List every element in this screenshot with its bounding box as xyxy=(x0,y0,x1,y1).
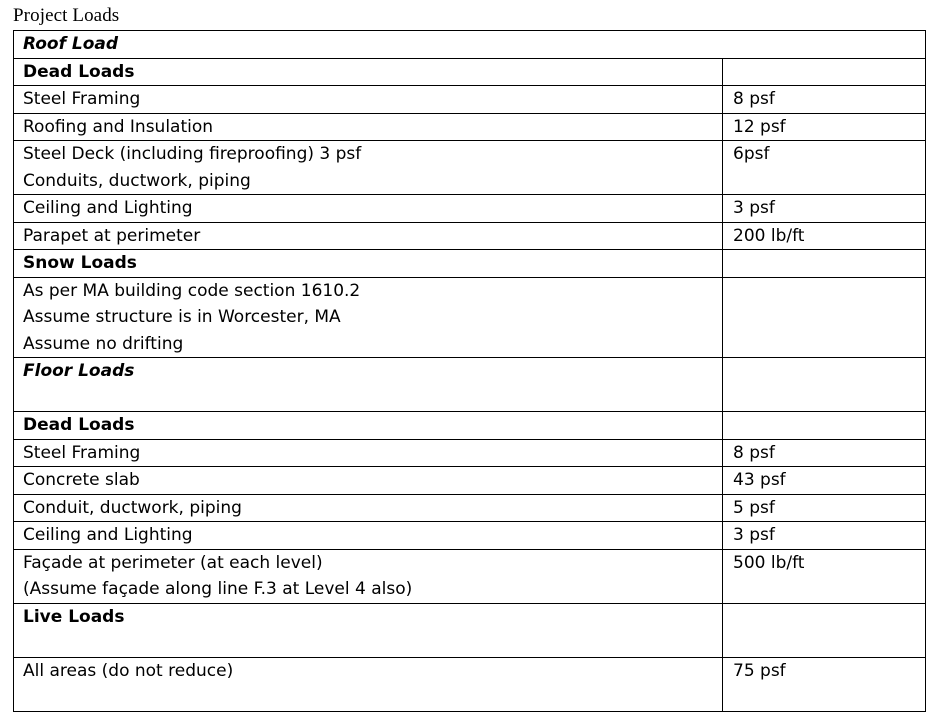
load-label-line: (Assume façade along line F.3 at Level 4 also) xyxy=(23,579,413,599)
table-row xyxy=(14,58,926,86)
load-label: Ceiling and Lighting xyxy=(14,522,723,550)
load-label: All areas (do not reduce) xyxy=(14,657,723,711)
project-loads-table xyxy=(13,30,926,712)
load-label: Steel Framing xyxy=(14,439,723,467)
load-value xyxy=(723,412,926,440)
load-label: Ceiling and Lighting xyxy=(14,195,723,223)
load-value: 3 psf xyxy=(723,195,926,223)
load-value: 6psf xyxy=(723,141,926,195)
load-label: Parapet at perimeter xyxy=(14,222,723,250)
load-value xyxy=(723,250,926,278)
load-value: 3 psf xyxy=(723,522,926,550)
load-value xyxy=(723,603,926,657)
subheading-snow-loads: Snow Loads xyxy=(14,250,723,278)
table-row xyxy=(14,494,926,522)
table-row xyxy=(14,358,926,412)
table-row xyxy=(14,412,926,440)
load-value: 75 psf xyxy=(723,657,926,711)
load-value: 500 lb/ft xyxy=(723,549,926,603)
table-row xyxy=(14,277,926,358)
table-row xyxy=(14,522,926,550)
load-value: 8 psf xyxy=(723,439,926,467)
load-value: 8 psf xyxy=(723,86,926,114)
table-row xyxy=(14,603,926,657)
load-label-line: Assume structure is in Worcester, MA xyxy=(23,307,341,327)
load-label xyxy=(14,141,723,195)
table-row xyxy=(14,250,926,278)
table-row xyxy=(14,141,926,195)
table-row xyxy=(14,195,926,223)
load-value: 12 psf xyxy=(723,113,926,141)
load-value xyxy=(723,277,926,358)
document-title: Project Loads xyxy=(13,5,120,26)
table-row xyxy=(14,467,926,495)
table-row xyxy=(14,113,926,141)
table-row xyxy=(14,222,926,250)
load-label-line: Façade at perimeter (at each level) xyxy=(23,552,323,573)
load-label: Conduit, ductwork, piping xyxy=(14,494,723,522)
load-label: Steel Framing xyxy=(14,86,723,114)
load-label-line: As per MA building code section 1610.2 xyxy=(23,280,361,301)
load-value: 200 lb/ft xyxy=(723,222,926,250)
table-row xyxy=(14,549,926,603)
table-row xyxy=(14,439,926,467)
section-heading-roof-load: Roof Load xyxy=(14,31,926,59)
load-label: Concrete slab xyxy=(14,467,723,495)
table-row xyxy=(14,31,926,59)
load-label-line: Steel Deck (including fireproofing) 3 psf xyxy=(23,144,362,164)
load-label-line: Assume no drifting xyxy=(23,333,184,354)
load-value: 43 psf xyxy=(723,467,926,495)
load-value xyxy=(723,358,926,412)
load-label: Roofing and Insulation xyxy=(14,113,723,141)
load-label xyxy=(14,549,723,603)
table-row xyxy=(14,86,926,114)
subheading-dead-loads: Dead Loads xyxy=(14,58,723,86)
subheading-live-loads: Live Loads xyxy=(14,603,723,657)
load-label xyxy=(14,277,723,358)
load-value: 5 psf xyxy=(723,494,926,522)
load-value xyxy=(723,58,926,86)
load-label-line: Conduits, ductwork, piping xyxy=(23,170,251,191)
section-heading-floor-loads: Floor Loads xyxy=(14,358,723,412)
subheading-dead-loads: Dead Loads xyxy=(14,412,723,440)
